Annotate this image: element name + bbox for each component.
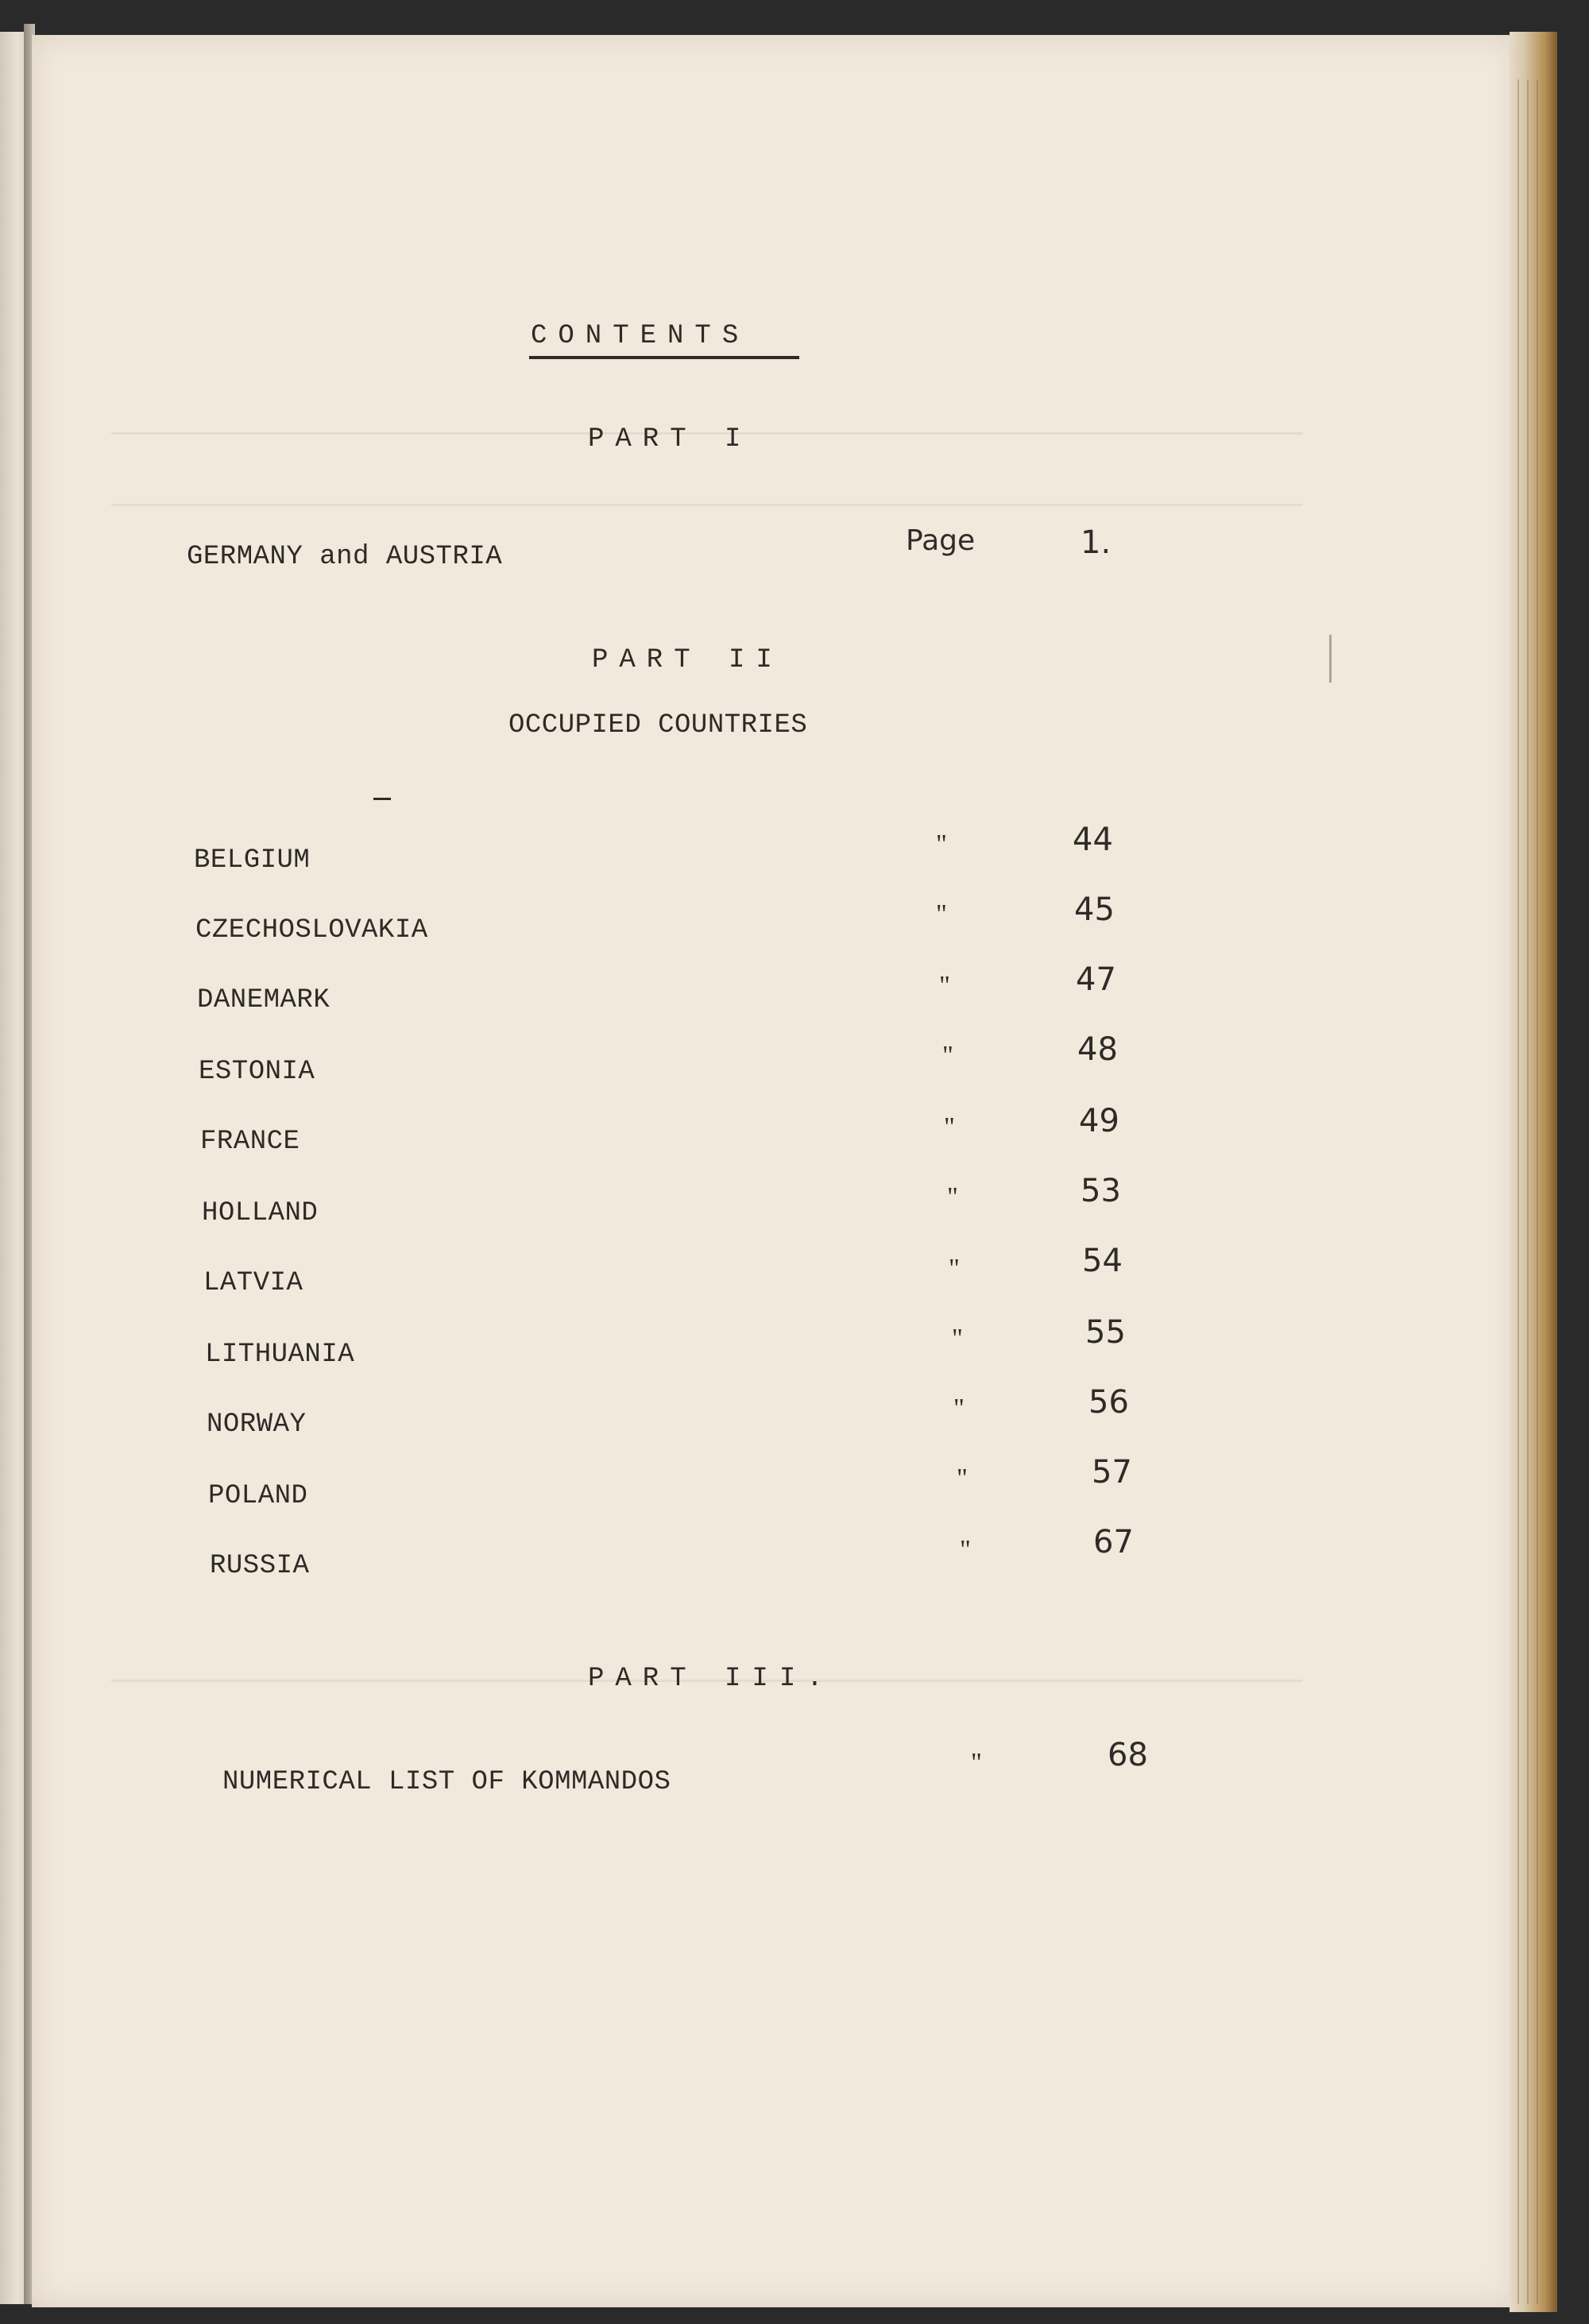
contents-title-underline [529, 356, 799, 359]
germany-austria-entry: GERMANY and AUSTRIA [187, 542, 503, 572]
entry-page-number: 67 [1093, 1524, 1134, 1560]
entry-page-number: 53 [1081, 1173, 1121, 1209]
entry-page-number: 55 [1085, 1314, 1126, 1351]
ditto-mark: " [944, 1112, 955, 1142]
ditto-mark: " [957, 1464, 968, 1493]
part-one-page-number: 1. [1081, 524, 1112, 561]
page-edge-line [1517, 79, 1519, 2304]
ditto-mark: " [947, 1182, 958, 1212]
document-page [32, 35, 1517, 2307]
numerical-list-entry: NUMERICAL LIST OF KOMMANDOS [222, 1767, 671, 1797]
page-word: Page [906, 524, 976, 557]
entry-label: DANEMARK [197, 985, 331, 1015]
part-three-heading: PART III. [588, 1664, 834, 1694]
ditto-mark: " [936, 829, 947, 859]
bleed-through-rule [111, 504, 1303, 506]
page-edge-line [1527, 79, 1529, 2304]
page-stack-edge [1510, 32, 1557, 2312]
contents-title: CONTENTS [531, 321, 750, 351]
entry-label: POLAND [208, 1481, 308, 1511]
stray-pen-mark [1329, 635, 1332, 683]
part-two-heading: PART II [592, 645, 783, 675]
ditto-mark: " [960, 1535, 971, 1564]
entry-label: HOLLAND [202, 1198, 319, 1228]
entry-label: ESTONIA [199, 1057, 315, 1087]
entry-label: NORWAY [207, 1409, 307, 1440]
entry-label: LATVIA [203, 1268, 303, 1298]
entry-page-number: 57 [1092, 1454, 1132, 1491]
entry-page-number: 56 [1088, 1384, 1129, 1421]
part-one-heading: PART I [588, 424, 752, 454]
ditto-mark: " [953, 1394, 965, 1423]
entry-label: CZECHOSLOVAKIA [195, 915, 428, 945]
ditto-mark: " [952, 1324, 963, 1353]
ditto-mark: " [971, 1748, 982, 1777]
entry-page-number: 49 [1079, 1103, 1119, 1139]
ditto-mark: " [939, 971, 950, 1000]
occupied-countries-subheading: OCCUPIED COUNTRIES [508, 710, 808, 741]
entry-label: FRANCE [200, 1127, 300, 1157]
ditto-mark: " [936, 899, 947, 929]
entry-label: RUSSIA [210, 1551, 310, 1581]
page-edge-line [1537, 79, 1538, 2304]
entry-label: LITHUANIA [205, 1340, 355, 1370]
entry-label: BELGIUM [194, 845, 311, 876]
ditto-mark: " [949, 1254, 960, 1283]
stray-dash-mark [373, 798, 391, 800]
part-three-page-number: 68 [1108, 1737, 1148, 1773]
entry-page-number: 45 [1074, 891, 1115, 928]
entry-page-number: 54 [1082, 1243, 1123, 1279]
entry-page-number: 48 [1077, 1031, 1118, 1068]
entry-page-number: 44 [1073, 822, 1113, 858]
ditto-mark: " [942, 1041, 953, 1070]
entry-page-number: 47 [1076, 961, 1116, 998]
